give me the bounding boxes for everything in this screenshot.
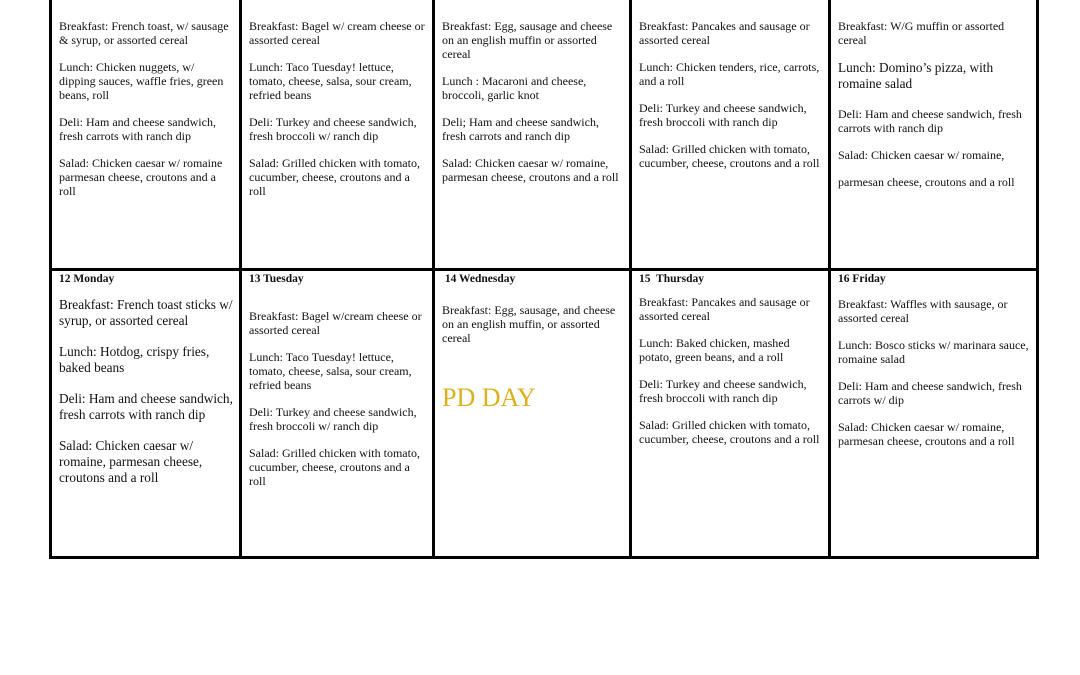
day-cell-thursday-15 xyxy=(631,270,830,558)
breakfast-entry: Breakfast: Pancakes and sausage or assorted cereal xyxy=(639,19,810,47)
salad-entry: Salad: Chicken caesar w/ romaine, xyxy=(838,148,1005,162)
salad-entry: Salad: Grilled chicken with tomato, cucumber, cheese, croutons and a roll xyxy=(249,156,420,198)
breakfast-entry: Breakfast: French toast, w/ sausage & syrup, or assorted cereal xyxy=(59,19,229,47)
salad-entry: Salad: Grilled chicken with tomato, cucumber, cheese, croutons and a roll xyxy=(639,142,820,170)
deli-entry: Deli: Turkey and cheese sandwich, fresh broccoli w/ ranch dip xyxy=(249,405,417,433)
menu-calendar xyxy=(49,0,1039,559)
breakfast-entry: Breakfast: Pancakes and sausage or assorted cereal xyxy=(639,295,810,323)
lunch-entry: Lunch: Domino’s pizza, with romaine salad xyxy=(838,60,994,91)
day-cell-monday-12 xyxy=(51,270,241,558)
breakfast-entry: Breakfast: Waffles with sausage, or assorted cereal xyxy=(838,297,1008,325)
day-heading: 13 Tuesday xyxy=(249,273,304,285)
day-cell-wednesday-14 xyxy=(434,270,631,558)
breakfast-entry: Breakfast: Bagel w/ cream cheese or assorted cereal xyxy=(249,19,425,47)
day-heading: 15 Thursday xyxy=(639,273,704,285)
day-heading: 16 Friday xyxy=(838,273,886,285)
day-cell-week1-monday xyxy=(51,0,241,270)
deli-entry: Deli: Ham and cheese sandwich, fresh carrots with ranch dip xyxy=(59,115,216,143)
breakfast-entry: Breakfast: W/G muffin or assorted cereal xyxy=(838,19,1005,47)
deli-entry: Deli: Turkey and cheese sandwich, fresh broccoli with ranch dip xyxy=(639,377,807,405)
deli-entry: Deli: Ham and cheese sandwich, fresh carrots w/ dip xyxy=(838,379,1022,407)
day-cell-tuesday-13 xyxy=(241,270,434,558)
lunch-entry: Lunch: Baked chicken, mashed potato, green beans, and a roll xyxy=(639,336,790,364)
salad-entry: Salad: Grilled chicken with tomato, cucumber, cheese, croutons and a roll xyxy=(249,446,420,488)
breakfast-entry: Breakfast: Egg, sausage, and cheese on an english muffin, or assorted cereal xyxy=(442,303,616,345)
deli-entry: Deli: Ham and cheese sandwich, fresh carrots with ranch dip xyxy=(59,391,233,422)
lunch-entry: Lunch: Taco Tuesday! lettuce, tomato, cheese, salsa, sour cream, refried beans xyxy=(249,350,412,392)
breakfast-entry: Breakfast: French toast sticks w/ syrup, or assorted cereal xyxy=(59,297,233,328)
day-heading: 12 Monday xyxy=(59,273,115,285)
deli-entry: Deli: Ham and cheese sandwich, fresh carrots with ranch dip xyxy=(838,107,1022,135)
salad-entry: Salad: Chicken caesar w/ romaine, parmesan cheese, croutons and a roll xyxy=(442,156,619,184)
lunch-entry: Lunch: Taco Tuesday! lettuce, tomato, cheese, salsa, sour cream, refried beans xyxy=(249,60,412,102)
lunch-entry: Lunch: Hotdog, crispy fries, baked beans xyxy=(59,344,210,375)
salad-entry: Salad: Chicken caesar w/ romaine, parmesan cheese, croutons and a roll xyxy=(838,420,1015,448)
pd-day-notice: PD DAY xyxy=(442,383,536,412)
week-row-2 xyxy=(51,270,1038,558)
salad-entry: Salad: Chicken caesar w/ romaine, parmesan cheese, croutons and a roll xyxy=(59,438,203,485)
day-cell-week1-wednesday xyxy=(434,0,631,270)
lunch-entry: Lunch: Chicken tenders, rice, carrots, and a roll xyxy=(639,60,820,88)
lunch-entry: Lunch : Macaroni and cheese, broccoli, garlic knot xyxy=(442,74,587,102)
salad-entry-continued: parmesan cheese, croutons and a roll xyxy=(838,175,1015,189)
day-cell-week1-thursday xyxy=(631,0,830,270)
deli-entry: Deli: Turkey and cheese sandwich, fresh broccoli w/ ranch dip xyxy=(249,115,417,143)
salad-entry: Salad: Chicken caesar w/ romaine parmesan cheese, croutons and a roll xyxy=(59,156,223,198)
deli-entry: Deli: Turkey and cheese sandwich, fresh broccoli with ranch dip xyxy=(639,101,807,129)
week-row-1 xyxy=(51,0,1038,270)
deli-entry: Deli; Ham and cheese sandwich, fresh carrots and ranch dip xyxy=(442,115,599,143)
breakfast-entry: Breakfast: Bagel w/cream cheese or assorted cereal xyxy=(249,309,422,337)
day-cell-friday-16 xyxy=(830,270,1038,558)
salad-entry: Salad: Grilled chicken with tomato, cucumber, cheese, croutons and a roll xyxy=(639,418,820,446)
day-heading: 14 Wednesday xyxy=(442,273,516,285)
breakfast-entry: Breakfast: Egg, sausage and cheese on an english muffin or assorted cereal xyxy=(442,19,613,61)
day-cell-week1-tuesday xyxy=(241,0,434,270)
lunch-entry: Lunch: Bosco sticks w/ marinara sauce, romaine salad xyxy=(838,338,1029,366)
day-cell-week1-friday xyxy=(830,0,1038,270)
lunch-entry: Lunch: Chicken nuggets, w/ dipping sauces, waffle fries, green beans, roll xyxy=(59,60,224,102)
